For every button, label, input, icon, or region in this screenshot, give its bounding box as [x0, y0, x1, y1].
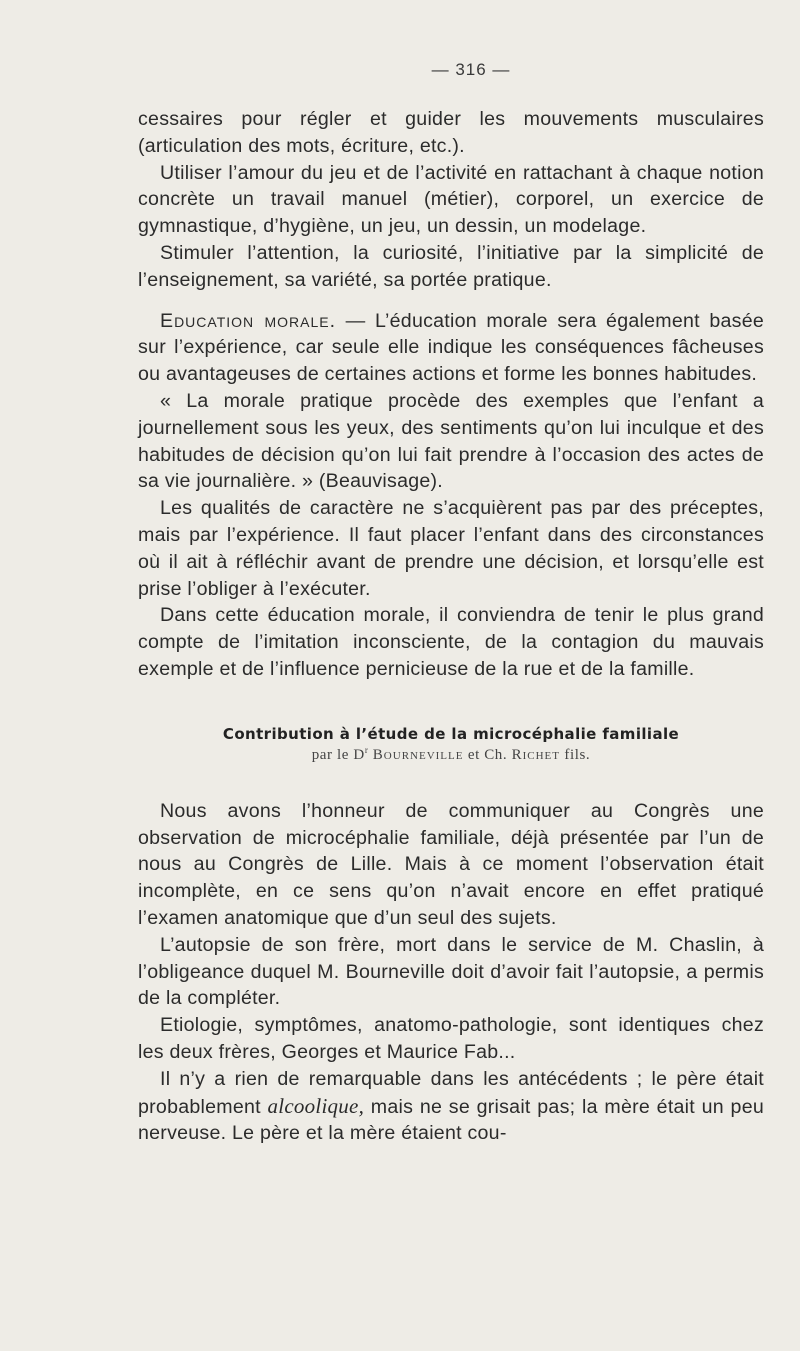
antecedents-italic: alcoolique,: [267, 1093, 365, 1118]
paragraph-amour-du-jeu: Utiliser l’amour du jeu et de l’activité en rattachant à chaque notion concrète un travail manuel (métier), corporel, un exercice de gymnastique, d’hygiène, un jeu, un dessin, un modelage.: [138, 161, 764, 238]
byline-sup: r: [364, 744, 369, 755]
paragraph-education-morale: [138, 308, 764, 388]
paragraph-stimuler: Stimuler l’attention, la curiosité, l’initiative par la simplicité de l’enseignement, sa variété, sa portée pratique.: [138, 241, 764, 291]
paragraph-qualites: Les qualités de caractère ne s’acquièrent pas par des préceptes, mais par l’expérience. Il faut placer l’enfant dans des circonstances où il ait à réfléchir avant de prendre une décision, et lorsqu’elle est prise l’obliger à l’exécuter.: [138, 497, 764, 600]
article-byline: [138, 745, 764, 764]
antecedents-text-before: Il n’y a rien de remarquable dans les antécédents ; le père était probablement: [138, 1067, 764, 1118]
byline-prefix: par le D: [311, 746, 365, 763]
byline-author-bourneville: Bourneville: [372, 746, 464, 763]
article-title: Contribution à l’étude de la microcéphalie familiale: [222, 724, 680, 743]
paragraph-continuation: cessaires pour régler et guider les mouvements musculaires (articulation des mots, écriture, etc.).: [138, 108, 764, 157]
paragraph-imitation: Dans cette éducation morale, il conviendra de tenir le plus grand compte de l’imitation inconsciente, de la contagion du mauvais exemple et de l’influence pernicieuse de la rue et de la famille.: [138, 604, 764, 680]
section-heading-education-morale: Education morale.: [160, 309, 337, 332]
paragraph-etiologie: Etiologie, symptômes, anatomo-pathologie, sont identiques chez les deux frères, Georges et Maurice Fab...: [138, 1014, 764, 1063]
byline-suffix: fils.: [560, 746, 591, 763]
paragraph-antecedents: [138, 1066, 764, 1147]
byline-author-richet: Richet: [511, 746, 560, 763]
paragraph-autopsie: L’autopsie de son frère, mort dans le service de M. Chaslin, à l’obligeance duquel M. Bourneville doit d’avoir fait l’autopsie, a permis de la compléter.: [138, 933, 764, 1010]
page-number: — 316 —: [431, 60, 511, 79]
byline-mid: et Ch.: [463, 746, 512, 763]
paragraph-communiquer: Nous avons l’honneur de communiquer au Congrès une observation de microcéphalie familiale, déjà présentée par l’un de nous au Congrès de Lille. Mais à ce moment l’observation était incomplète, en ce sens qu’on n’avait encore en effet pratiqué l’examen anatomique que d’un seul des sujets.: [138, 799, 764, 929]
antecedents-text-after: mais ne se grisait pas; la mère était un peu nerveuse. Le père et la mère étaient cou-: [138, 1095, 764, 1145]
education-morale-text: — L’éducation morale sera également basée sur l’expérience, car seule elle indique les conséquences fâcheuses ou avantageuses de certaines actions et forme les bonnes habitudes.: [138, 309, 764, 386]
paragraph-quote-beauvisage: « La morale pratique procède des exemples que l’enfant a journellement sous les yeux, des sentiments qu’on lui inculque et des habitudes de décision qu’on lui fait prendre à l’occasion des actes de sa vie journalière. » (Beauvisage).: [138, 389, 764, 493]
